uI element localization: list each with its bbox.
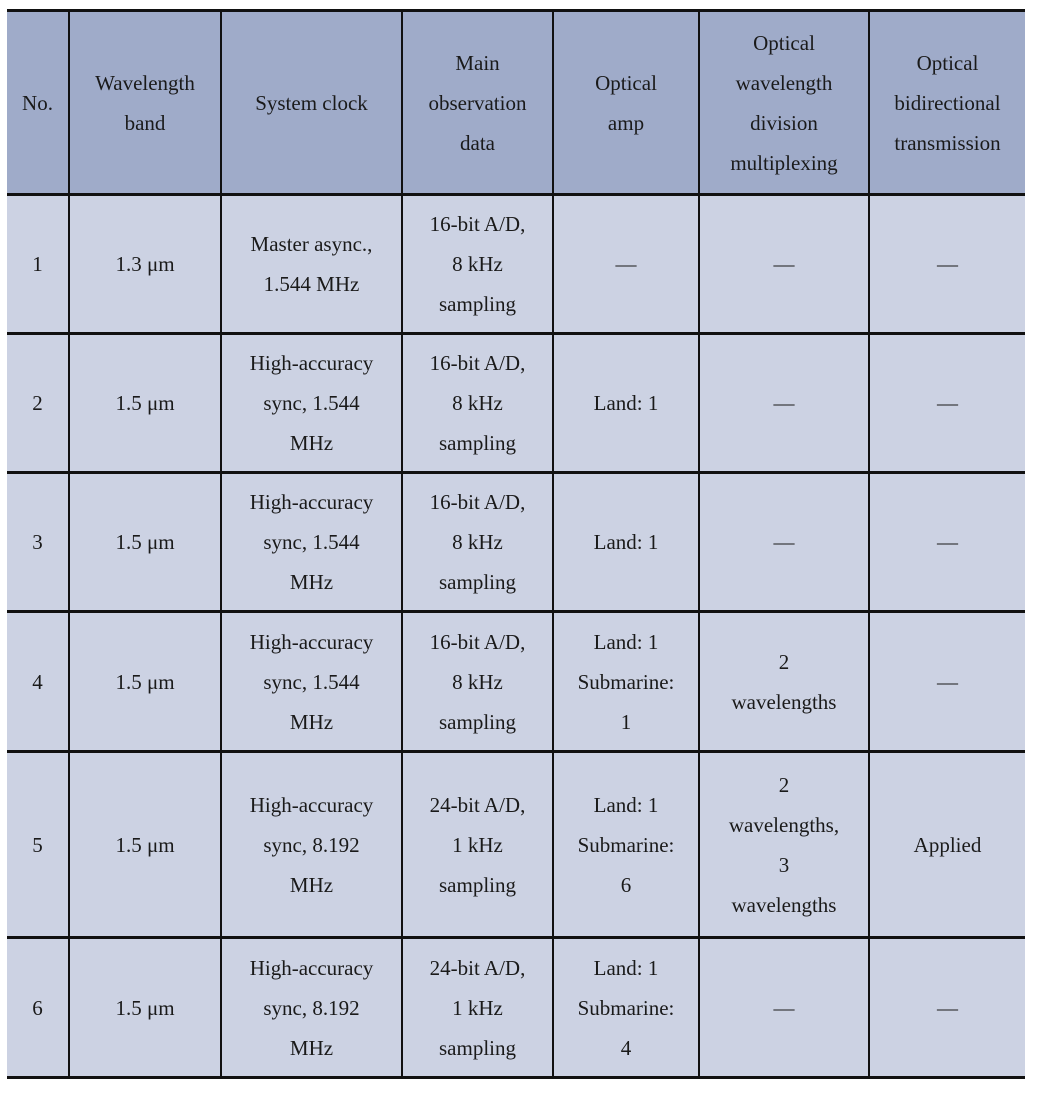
cell-optical-amp: Land: 1 Submarine: 1 <box>553 612 699 752</box>
table-container <box>7 9 1025 1079</box>
cell-optical-bidirectional: — <box>869 473 1025 612</box>
header-main-observation-data: Main observation data <box>402 11 553 195</box>
cell-system-clock: Master async., 1.544 MHz <box>221 195 402 334</box>
cell-system-clock: High-accuracy sync, 1.544 MHz <box>221 334 402 473</box>
cell-optical-amp: — <box>553 195 699 334</box>
cell-optical-wdm: — <box>699 938 869 1078</box>
cell-no: 4 <box>7 612 69 752</box>
cell-wavelength-band: 1.5 μm <box>69 938 221 1078</box>
header-wavelength-band: Wavelength band <box>69 11 221 195</box>
table-row <box>7 473 1025 612</box>
header-system-clock: System clock <box>221 11 402 195</box>
cell-optical-bidirectional: — <box>869 938 1025 1078</box>
cell-wavelength-band: 1.5 μm <box>69 473 221 612</box>
cell-observation-data: 16-bit A/D, 8 kHz sampling <box>402 334 553 473</box>
cell-optical-wdm: — <box>699 195 869 334</box>
header-optical-bidirectional: Optical bidirectional transmission <box>869 11 1025 195</box>
header-optical-wdm: Optical wavelength division multiplexing <box>699 11 869 195</box>
header-optical-amp: Optical amp <box>553 11 699 195</box>
cell-wavelength-band: 1.3 μm <box>69 195 221 334</box>
cell-system-clock: High-accuracy sync, 8.192 MHz <box>221 938 402 1078</box>
cell-observation-data: 24-bit A/D, 1 kHz sampling <box>402 938 553 1078</box>
cell-optical-bidirectional: — <box>869 334 1025 473</box>
system-specs-table <box>7 9 1025 1079</box>
cell-observation-data: 16-bit A/D, 8 kHz sampling <box>402 473 553 612</box>
cell-optical-wdm: 2 wavelengths, 3 wavelengths <box>699 752 869 938</box>
cell-optical-wdm: — <box>699 334 869 473</box>
header-no: No. <box>7 11 69 195</box>
cell-system-clock: High-accuracy sync, 1.544 MHz <box>221 473 402 612</box>
cell-optical-bidirectional: — <box>869 195 1025 334</box>
table-row <box>7 752 1025 938</box>
cell-optical-amp: Land: 1 <box>553 334 699 473</box>
cell-no: 2 <box>7 334 69 473</box>
table-row <box>7 938 1025 1078</box>
cell-optical-amp: Land: 1 Submarine: 6 <box>553 752 699 938</box>
cell-optical-bidirectional: Applied <box>869 752 1025 938</box>
table-row <box>7 612 1025 752</box>
cell-no: 5 <box>7 752 69 938</box>
cell-wavelength-band: 1.5 μm <box>69 334 221 473</box>
cell-optical-bidirectional: — <box>869 612 1025 752</box>
cell-wavelength-band: 1.5 μm <box>69 612 221 752</box>
cell-observation-data: 16-bit A/D, 8 kHz sampling <box>402 612 553 752</box>
cell-wavelength-band: 1.5 μm <box>69 752 221 938</box>
cell-no: 6 <box>7 938 69 1078</box>
cell-observation-data: 16-bit A/D, 8 kHz sampling <box>402 195 553 334</box>
table-row <box>7 195 1025 334</box>
cell-observation-data: 24-bit A/D, 1 kHz sampling <box>402 752 553 938</box>
cell-optical-wdm: — <box>699 473 869 612</box>
cell-no: 3 <box>7 473 69 612</box>
cell-no: 1 <box>7 195 69 334</box>
cell-system-clock: High-accuracy sync, 8.192 MHz <box>221 752 402 938</box>
cell-optical-amp: Land: 1 <box>553 473 699 612</box>
cell-optical-amp: Land: 1 Submarine: 4 <box>553 938 699 1078</box>
cell-system-clock: High-accuracy sync, 1.544 MHz <box>221 612 402 752</box>
cell-optical-wdm: 2 wavelengths <box>699 612 869 752</box>
table-row <box>7 334 1025 473</box>
header-row <box>7 11 1025 195</box>
